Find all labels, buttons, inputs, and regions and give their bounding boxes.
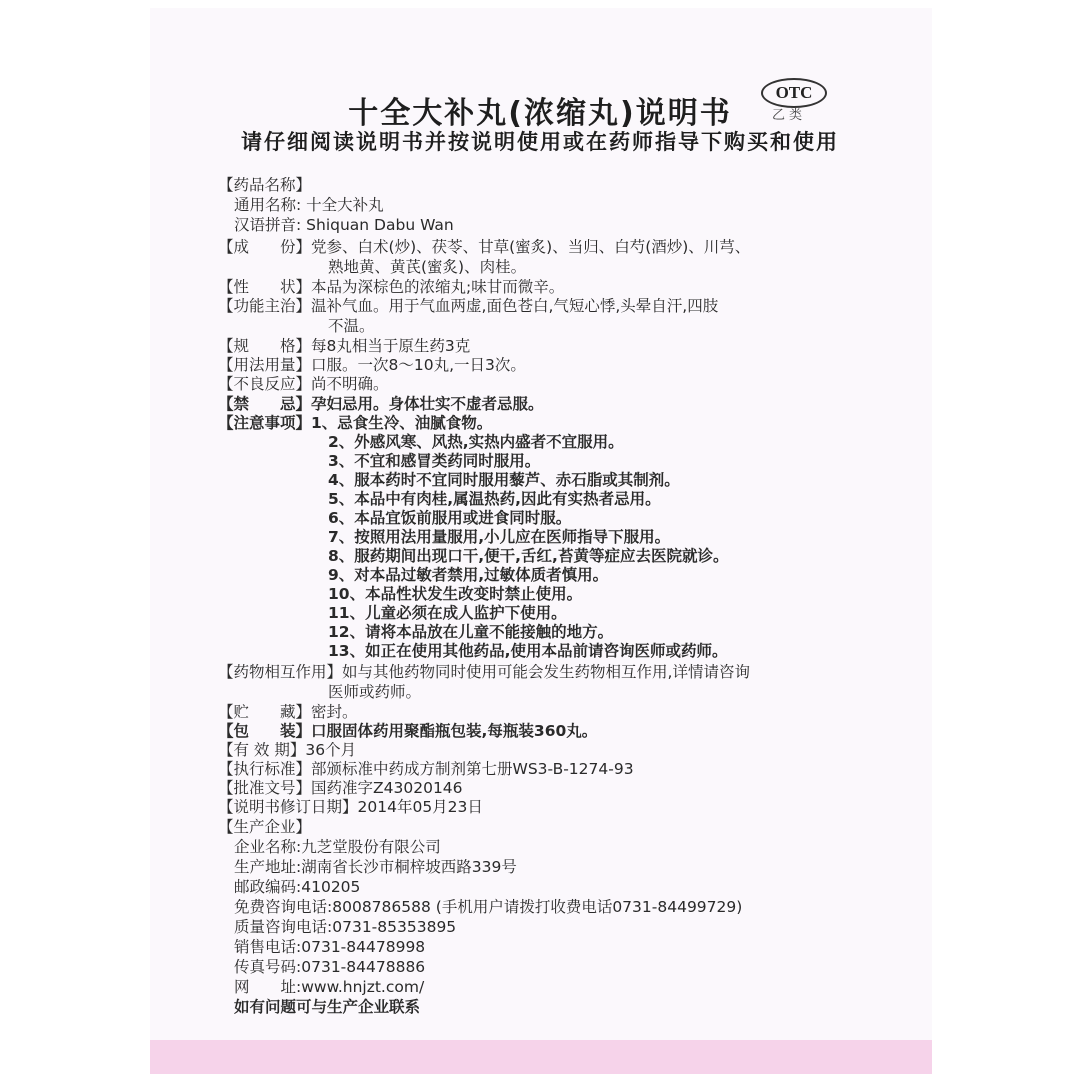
specification-row: 【规 格】每8丸相当于原生药3克 <box>218 337 471 355</box>
manufacturer-field: 质量咨询电话:0731-85353895 <box>234 918 457 936</box>
generic-name-row: 通用名称: 十全大补丸 <box>234 196 384 214</box>
manufacturer-field: 免费咨询电话:8008786588 (手机用户请拨打收费电话0731-84499729) <box>234 898 743 916</box>
otc-category: 乙类 <box>772 108 807 123</box>
revision-date-row: 【说明书修订日期】2014年05月23日 <box>218 798 483 816</box>
pink-border-strip <box>150 1040 932 1074</box>
contraindications-row: 【禁 忌】孕妇忌用。身体壮实不虚者忌服。 <box>218 395 544 413</box>
precaution-item: 13、如正在使用其他药品,使用本品前请咨询医师或药师。 <box>328 642 728 660</box>
contact-manufacturer-note: 如有问题可与生产企业联系 <box>234 998 421 1016</box>
document-subtitle: 请仔细阅读说明书并按说明使用或在药师指导下购买和使用 <box>241 130 839 154</box>
pinyin-row: 汉语拼音: Shiquan Dabu Wan <box>234 216 454 234</box>
precaution-item: 3、不宜和感冒类药同时服用。 <box>328 452 541 470</box>
interactions-row-cont: 医师或药师。 <box>328 683 422 701</box>
manufacturer-field: 生产地址:湖南省长沙市桐梓坡西路339号 <box>234 858 517 876</box>
document-title: 十全大补丸(浓缩丸)说明书 <box>348 96 732 131</box>
ingredients-row: 【成 份】党参、白术(炒)、茯苓、甘草(蜜炙)、当归、白芍(酒炒)、川芎、 <box>218 238 751 256</box>
properties-row: 【性 状】本品为深棕色的浓缩丸;味甘而微辛。 <box>218 278 565 296</box>
manufacturer-field: 传真号码:0731-84478886 <box>234 958 426 976</box>
precaution-item: 5、本品中有肉桂,属温热药,因此有实热者忌用。 <box>328 490 661 508</box>
drug-name-heading: 【药品名称】 <box>218 176 312 194</box>
manufacturer-field: 企业名称:九芝堂股份有限公司 <box>234 838 441 856</box>
precaution-item: 12、请将本品放在儿童不能接触的地方。 <box>328 623 614 641</box>
precaution-item: 4、服本药时不宜同时服用藜芦、赤石脂或其制剂。 <box>328 471 680 489</box>
precaution-item: 7、按照用法用量服用,小儿应在医师指导下服用。 <box>328 528 671 546</box>
approval-row: 【批准文号】国药准字Z43020146 <box>218 779 463 797</box>
ingredients-row-cont: 熟地黄、黄芪(蜜炙)、肉桂。 <box>328 258 527 276</box>
precautions-row: 【注意事项】1、忌食生冷、油腻食物。 <box>218 414 493 432</box>
precaution-item: 2、外感风寒、风热,实热内盛者不宜服用。 <box>328 433 624 451</box>
precaution-item: 10、本品性状发生改变时禁止使用。 <box>328 585 583 603</box>
precaution-item: 9、对本品过敏者禁用,过敏体质者慎用。 <box>328 566 609 584</box>
indications-row-cont: 不温。 <box>328 317 375 335</box>
manufacturer-heading: 【生产企业】 <box>218 818 312 836</box>
adverse-reactions-row: 【不良反应】尚不明确。 <box>218 375 389 393</box>
indications-row: 【功能主治】温补气血。用于气血两虚,面色苍白,气短心悸,头晕自汗,四肢 <box>218 297 719 315</box>
otc-badge: OTC <box>761 78 827 108</box>
packaging-row: 【包 装】口服固体药用聚酯瓶包装,每瓶装360丸。 <box>218 722 598 740</box>
precaution-item: 11、儿童必须在成人监护下使用。 <box>328 604 567 622</box>
validity-row: 【有 效 期】36个月 <box>218 741 357 759</box>
manufacturer-field: 网 址:www.hnjzt.com/ <box>234 978 425 996</box>
manufacturer-field: 邮政编码:410205 <box>234 878 361 896</box>
precaution-item: 8、服药期间出现口干,便干,舌红,苔黄等症应去医院就诊。 <box>328 547 729 565</box>
precaution-item: 6、本品宜饭前服用或进食同时服。 <box>328 509 572 527</box>
interactions-row: 【药物相互作用】如与其他药物同时使用可能会发生药物相互作用,详情请咨询 <box>218 663 750 681</box>
standard-row: 【执行标准】部颁标准中药成方制剂第七册WS3-B-1274-93 <box>218 760 634 778</box>
manufacturer-field: 销售电话:0731-84478998 <box>234 938 426 956</box>
dosage-row: 【用法用量】口服。一次8～10丸,一日3次。 <box>218 356 526 374</box>
storage-row: 【贮 藏】密封。 <box>218 703 358 721</box>
